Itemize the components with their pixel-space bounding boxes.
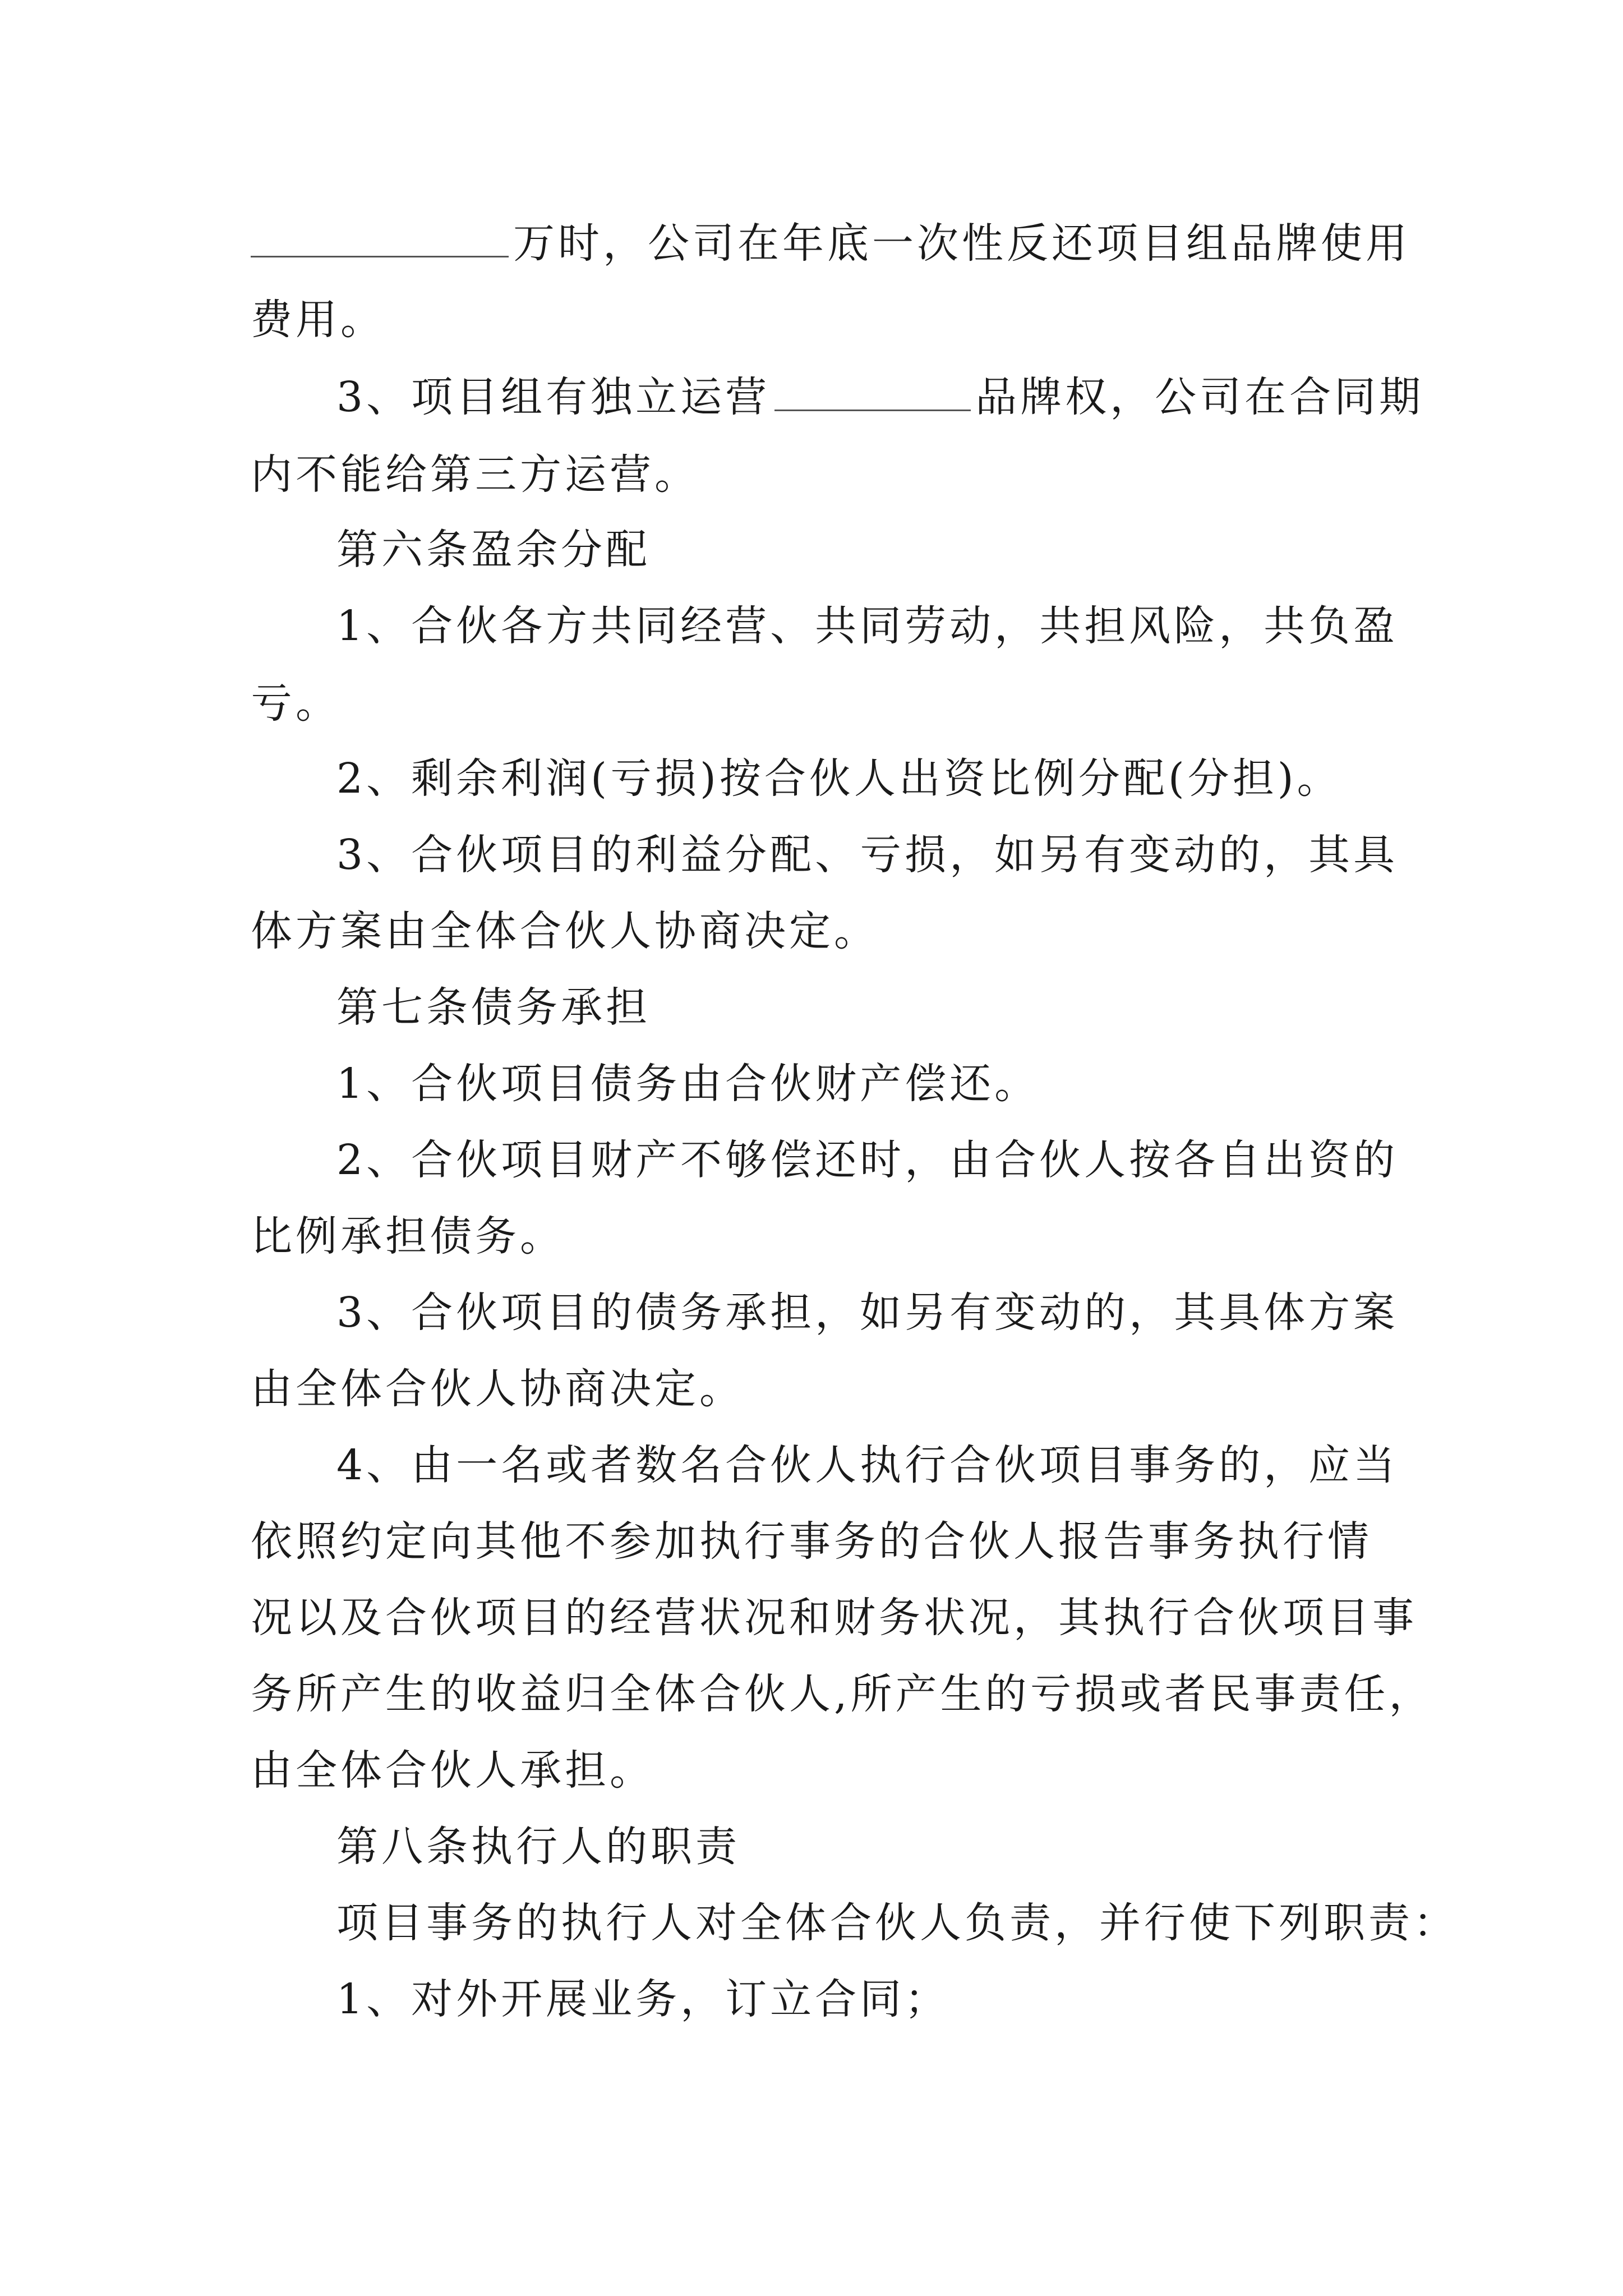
section-heading: 第六条盈余分配 (336, 526, 651, 574)
text-line (336, 370, 1424, 424)
text-line: 比例承担债务。 (251, 1212, 565, 1260)
text-line: 内不能给第三方运营。 (251, 450, 699, 499)
text-line: 由全体合伙人协商决定。 (251, 1365, 744, 1413)
text-line: 1、对外开展业务，订立合同； (336, 1975, 950, 2023)
text-line: 由全体合伙人承担。 (251, 1746, 654, 1795)
fill-in-blank (774, 372, 971, 411)
text-line: 况以及合伙项目的经营状况和财务状况，其执行合伙项目事 (251, 1594, 1417, 1642)
text-line: 务所产生的收益归全体合伙人,所产生的亏损或者民事责任， (251, 1670, 1434, 1718)
text-line: 3、合伙项目的利益分配、亏损，如另有变动的，其具 (336, 831, 1399, 879)
text-line: 费用。 (251, 296, 385, 344)
text-line: 3、合伙项目的债务承担，如另有变动的，其具体方案 (336, 1289, 1399, 1337)
text-line: 2、剩余利润(亏损)按合伙人出资比例分配(分担)。 (336, 754, 1342, 803)
line-text: 万时，公司在年底一次性反还项目组品牌使用 (513, 219, 1410, 268)
text-line: 依照约定向其他不参加执行事务的合伙人报告事务执行情 (251, 1517, 1372, 1566)
section-heading: 第七条债务承担 (336, 983, 651, 1032)
fill-in-blank (251, 219, 509, 257)
text-line: 4、由一名或者数名合伙人执行合伙项目事务的，应当 (336, 1441, 1399, 1489)
text-line: 1、合伙各方共同经营、共同劳动，共担风险，共负盈 (336, 602, 1399, 650)
text-line: 体方案由全体合伙人协商决定。 (251, 907, 879, 955)
text-line: 2、合伙项目财产不够偿还时，由合伙人按各自出资的 (336, 1136, 1399, 1184)
section-heading: 第八条执行人的职责 (336, 1823, 740, 1871)
line-text: 品牌权，公司在合同期 (975, 373, 1424, 421)
text-line: 1、合伙项目债务由合伙财产偿还。 (336, 1060, 1040, 1108)
text-line: 项目事务的执行人对全体合伙人负责，并行使下列职责： (336, 1899, 1458, 1947)
line-text: 3、项目组有独立运营 (336, 373, 771, 421)
text-line (251, 217, 1410, 270)
text-line: 亏。 (251, 679, 340, 728)
